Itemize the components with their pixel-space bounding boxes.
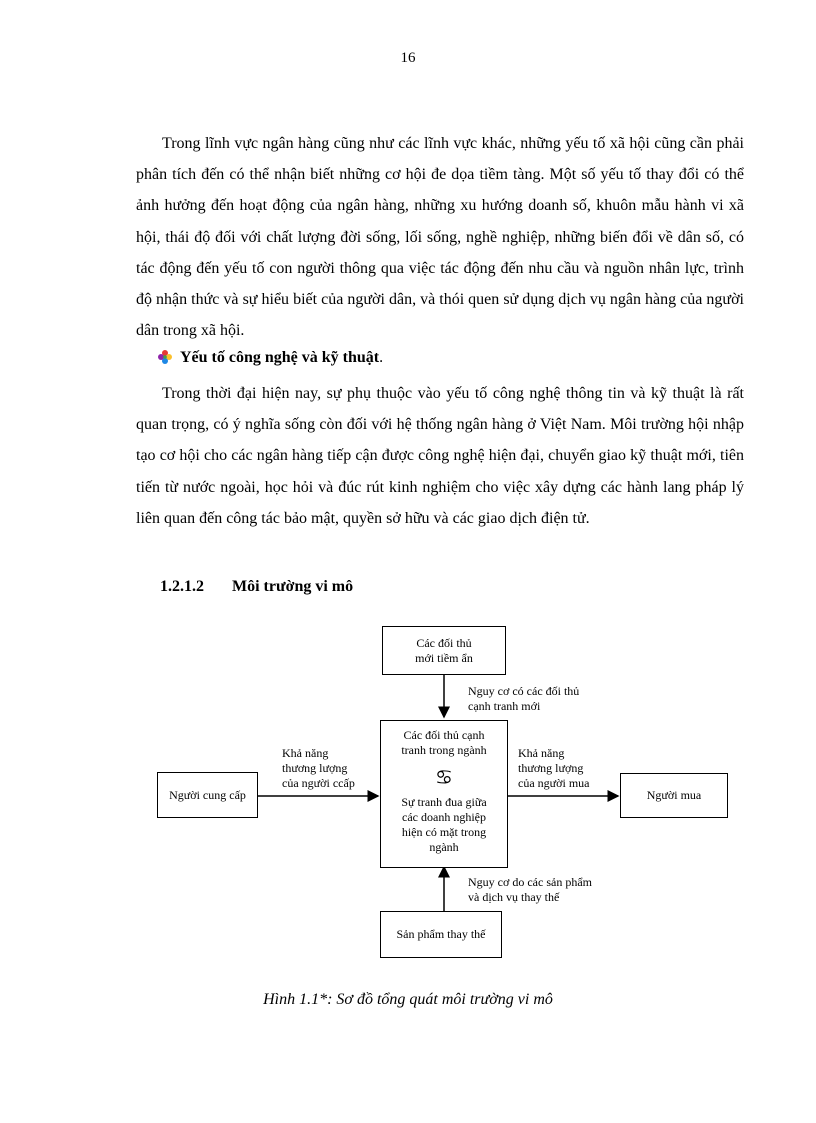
industry-competitors-box [380, 720, 508, 868]
bottom-arrow-label: Nguy cơ do các sản phẩm và dịch vụ thay thế [468, 875, 592, 904]
top-arrow-label: Nguy cơ có các đối thủ cạnh tranh mới [468, 684, 580, 713]
bullet-heading-text: Yếu tố công nghệ và kỹ thuật [180, 349, 380, 366]
section-number: 1.2.1.2 [160, 578, 204, 595]
rivalry-line4: ngành [429, 840, 459, 854]
new-entrants-line2: mới tiềm ẩn [415, 650, 473, 665]
rivalry-line1: Sự tranh đua giữa [401, 795, 487, 809]
competitors-line1: Các đối thủ cạnh [403, 728, 485, 742]
paragraph-technology: Trong thời đại hiện nay, sự phụ thuộc vào yếu tố công nghệ thông tin và kỹ thuật là rất quan trọng, có ý nghĩa sống còn đối với hệ thống ngân hàng ở Việt Nam. Môi trường hội nhập tạo cơ hội cho các ngân hàng tiếp cận được công nghệ hiện đại, chuyển giao kỹ thuật mới, tiên tiến từ nước ngoài, học hỏi và đúc rút kinh nghiệm cho việc xây dựng các hành lang pháp lý liên quan đến công tác bảo mật, quyền sở hữu và các giao dịch điện tử. [136, 385, 744, 527]
new-entrants-box [382, 626, 506, 675]
buyers-box: Người mua [620, 773, 728, 818]
suppliers-box: Người cung cấp [157, 772, 258, 818]
figure-caption: Hình 1.1*: Sơ đồ tổng quát môi trường vi mô [263, 991, 553, 1008]
rivalry-line3: hiện có mặt trong [401, 825, 487, 839]
page-number: 16 [400, 50, 416, 66]
new-entrants-line1: Các đối thủ [416, 635, 472, 650]
left-arrow-label: Khả năng thương lượng của người ccấp [282, 746, 355, 790]
right-arrow-label: Khả năng thương lượng của người mua [518, 746, 590, 790]
rivalry-line2: các doanh nghiệp [402, 810, 486, 824]
section-title: Môi trường vi mô [232, 578, 354, 595]
substitutes-box: Sản phẩm thay thế [380, 911, 502, 958]
paragraph-social-factors: Trong lĩnh vực ngân hàng cũng như các lĩnh vực khác, những yếu tố xã hội cũng cần phải phân tích đến có thể nhận biết những cơ hội đe dọa tiềm tàng. Một số yếu tố thay đổi có thể ảnh hưởng đến hoạt động của ngân hàng, những xu hướng doanh số, khuôn mẫu hành vi xã hội, thái độ đối với chất lượng đời sống, lối sống, nghề nghiệp, những biến đổi về dân số, có tác động đến yếu tố con người thông qua việc tác động đến nhu cầu và nguồn nhân lực, trình độ nhận thức và sự hiểu biết của người dân, và thói quen sử dụng dịch vụ ngân hàng của người dân trong xã hội. [136, 135, 744, 340]
bullet-heading-suffix: . [379, 349, 384, 366]
cancer-symbol-icon: ♋ [435, 765, 453, 789]
competitors-line2: tranh trong ngành [401, 743, 487, 757]
